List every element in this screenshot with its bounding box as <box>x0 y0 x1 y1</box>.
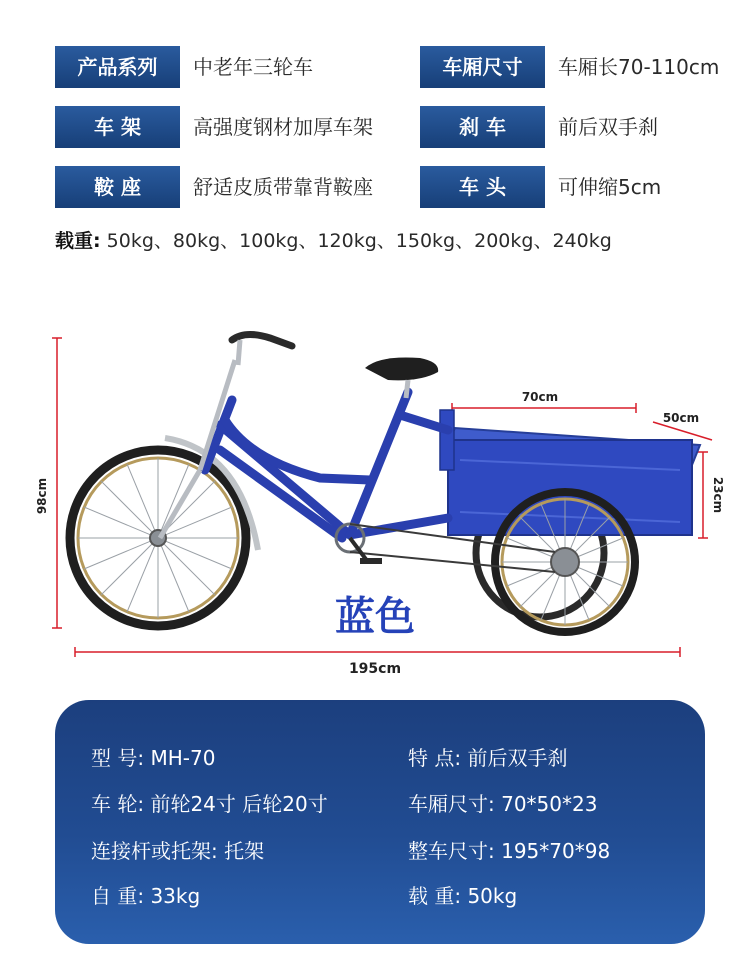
load-label: 载重: <box>55 230 101 252</box>
spec-row-2 <box>55 106 735 148</box>
box-width-dimension <box>653 411 712 440</box>
spec-value-series: 中老年三轮车 <box>193 55 313 79</box>
detail-overall-size: 整车尺寸: 195*70*98 <box>408 839 611 863</box>
length-dimension <box>75 647 680 677</box>
box-height-dimension <box>698 452 725 538</box>
spec-value-box-size: 车厢长70-110cm <box>558 55 720 79</box>
length-label: 195cm <box>348 661 402 677</box>
seat <box>365 357 438 398</box>
box-width-label: 50cm <box>662 411 700 425</box>
spec-tag-frame: 车 架 <box>55 106 180 148</box>
box-length-label: 70cm <box>521 390 559 404</box>
detail-feature: 特 点: 前后双手刹 <box>408 746 568 770</box>
spec-row-1 <box>55 46 735 88</box>
tricycle-illustration <box>0 300 750 700</box>
detail-load: 载 重: 50kg <box>408 884 518 908</box>
spec-tag-handlebar: 车 头 <box>420 166 545 208</box>
detail-weight: 自 重: 33kg <box>91 884 201 908</box>
box-length-dimension <box>452 390 636 413</box>
spec-row-3 <box>55 166 735 208</box>
detail-connector: 连接杆或托架: 托架 <box>91 839 265 863</box>
handlebar <box>232 334 292 365</box>
rear-wheel-front <box>495 492 635 632</box>
height-label: 98cm <box>35 477 49 515</box>
spec-tag-brake: 刹 车 <box>420 106 545 148</box>
cargo-box <box>440 410 700 535</box>
front-wheel <box>70 450 246 626</box>
detail-box-size: 车厢尺寸: 70*50*23 <box>408 792 598 816</box>
box-height-label: 23cm <box>711 476 725 514</box>
spec-tag-saddle: 鞍 座 <box>55 166 180 208</box>
load-values: 50kg、80kg、100kg、120kg、150kg、200kg、240kg <box>106 230 612 252</box>
spec-value-handlebar: 可伸缩5cm <box>558 175 662 199</box>
height-dimension <box>35 338 62 628</box>
spec-tag-box-size: 车厢尺寸 <box>420 46 545 88</box>
spec-value-saddle: 舒适皮质带靠背鞍座 <box>193 175 373 199</box>
load-capacity-line <box>55 226 612 253</box>
spec-value-brake: 前后双手刹 <box>558 115 658 139</box>
detail-wheels: 车 轮: 前轮24寸 后轮20寸 <box>91 792 328 816</box>
detail-panel <box>55 700 705 944</box>
spec-value-frame: 高强度钢材加厚车架 <box>193 115 373 139</box>
spec-tag-series: 产品系列 <box>55 46 180 88</box>
detail-model: 型 号: MH-70 <box>91 746 216 770</box>
color-name-label: 蓝色 <box>335 594 415 640</box>
